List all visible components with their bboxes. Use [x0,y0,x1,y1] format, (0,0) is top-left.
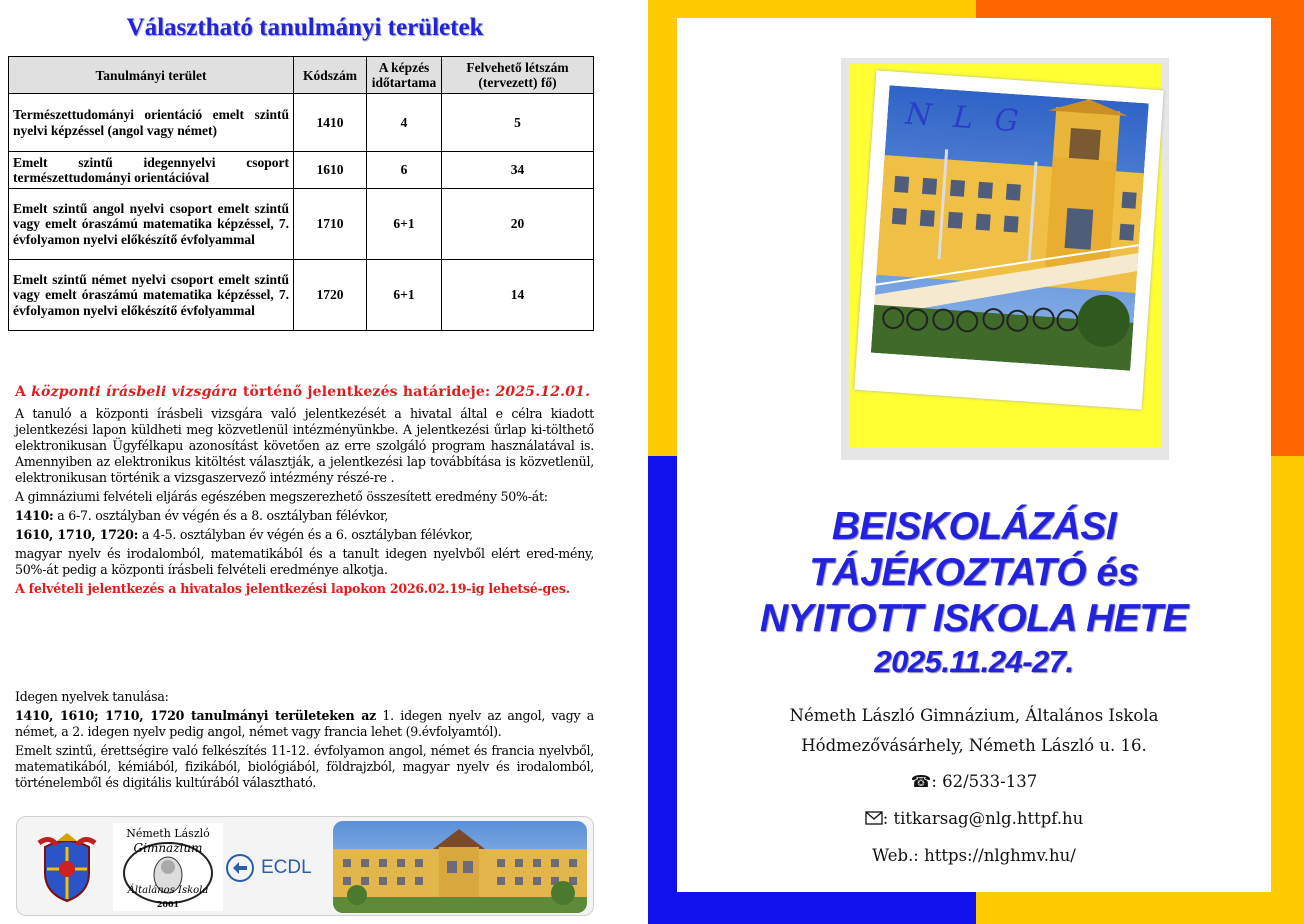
coat-of-arms-icon [37,833,97,903]
deadline-heading [15,384,594,400]
languages-paragraph [15,708,594,740]
deadline-text: történő jelentkezés határideje: [242,384,491,400]
results-1410-code: 1410: [15,508,54,523]
area-capacity: 20 [442,189,594,260]
phone-line [677,772,1271,791]
school-logo [113,823,223,911]
table-row [9,152,594,189]
area-capacity: 5 [442,94,594,152]
table-row [9,94,594,152]
area-capacity: 14 [442,260,594,331]
application-paragraph: A tanuló a központi írásbeli vizsgára való jelentkezését a hivatal által e célra kiadott jelentkezési lapon küldheti meg közvetlenül intézményünkbe. A jelentkezési űrlap ki-tölthető elektronikusan Ügyfélkapu azonosítást követően az erre szolgáló program használatával is. Amennyiben az elektronikus kitöltést választják, a jelentkezési lap továbbítása is közvetlenül, elektronikusan történik a vizsgaszervező intézmény részé-re . [15,406,594,485]
website-link[interactable]: Web.: https://nlghmv.hu/ [872,846,1076,865]
header-duration: A képzés időtartama [367,57,442,94]
logo-gymnasium: Gimnázium [133,841,203,855]
logo-banner [16,816,594,916]
table-row [9,260,594,331]
study-areas-table [8,56,594,331]
deadline-exam: központi írásbeli vizsgára [31,384,238,400]
languages-text: 1. idegen nyelv az angol, vagy a német, a 2. idegen nyelv pedig angol, német vagy francia lehet (9.évfolyamtól). [15,708,594,739]
area-duration: 6+1 [367,189,442,260]
header-area: Tanulmányi terület [9,57,294,94]
right-page [648,0,1304,924]
logo-year: 2001 [156,899,180,909]
application-info [15,384,594,600]
email-address[interactable]: : titkarsag@nlg.httpf.hu [882,809,1084,828]
languages-codes: 1410, 1610; 1710, 1720 tanulmányi területeken az [15,708,377,723]
application-deadline: A felvételi jelentkezés a hivatalos jelentkezési lapokon 2026.02.19-ig lehetsé-ges. [15,581,570,596]
school-photo-card [854,70,1164,409]
advanced-level-paragraph: Emelt szintű, érettségire való felkészítés 11-12. évfolyamon angol, német és francia nyelvből, matematikából, kémiából, fizikából, biológiából, földrajzból, magyar nyelv és irodalomból, történelemből és digitális kultúrából választható. [15,743,594,790]
event-date: 2025.11.24-27. [874,644,1074,679]
header-capacity: Felvehető létszám (tervezett) fő) [442,57,594,94]
school-photo [871,85,1149,370]
results-1610 [15,527,594,543]
area-name: Természettudományi orientáció emelt szintű nyelvi képzéssel (angol vagy német) [9,94,294,152]
phone-number: : 62/533-137 [931,772,1038,791]
results-paragraph: A gimnáziumi felvételi eljárás egészében megszerezhető összesített eredmény 50%-át: [15,489,548,504]
ecdl-icon [225,853,255,883]
area-code: 1410 [294,94,367,152]
mail-icon [865,811,883,825]
logo-name: Németh László [126,827,210,840]
area-name: Emelt szintű idegennyelvi csoport természettudományi orientációval [9,152,294,189]
results-1410 [15,508,594,524]
email-line [677,809,1271,828]
page-title: Választható tanulmányi területek [126,14,484,41]
results-1410-text: a 6-7. osztályban év végén és a 8. osztályban félévkor, [53,508,389,523]
school-building-icon [333,821,587,913]
area-code: 1610 [294,152,367,189]
languages-info [15,689,594,794]
table-row [9,189,594,260]
area-duration: 6 [367,152,442,189]
area-capacity: 34 [442,152,594,189]
area-name: Emelt szintű német nyelvi csoport emelt szintű vagy emelt óraszámú matematika képzéssel, 7. évfolyamon nyelvi előkészítő évfolyammal [9,260,294,331]
title-line-2: TÁJÉKOZTATÓ és [809,551,1139,594]
left-page [0,0,648,924]
ecdl-text: ECDL [261,857,312,878]
area-duration: 6+1 [367,260,442,331]
phone-icon: ☎ [910,772,932,791]
header-code: Kódszám [294,57,367,94]
area-code: 1710 [294,189,367,260]
table-header-row [9,57,594,94]
main-title [677,504,1271,682]
deadline-prefix: A [15,384,27,400]
school-address: Hódmezővásárhely, Németh László u. 16. [801,736,1147,755]
logo-school: Általános Iskola [127,885,209,896]
results-subjects: magyar nyelv és irodalomból, matematikából és a tanult idegen nyelvből elért ered-mény, 50%-át pedig a központi írásbeli felvételi eredménye alkotja. [15,546,594,577]
school-building-photo [333,821,587,913]
area-code: 1720 [294,260,367,331]
area-name: Emelt szintű angol nyelvi csoport emelt szintű vagy emelt óraszámú matematika képzéssel, 7. évfolyamon nyelvi előkészítő évfolyammal [9,189,294,260]
title-line-1: BEISKOLÁZÁSI [831,505,1117,548]
title-line-3: NYITOTT ISKOLA HETE [759,597,1189,640]
results-1610-codes: 1610, 1710, 1720: [15,527,139,542]
languages-title: Idegen nyelvek tanulása: [15,689,169,704]
school-name: Németh László Gimnázium, Általános Iskola [789,706,1159,725]
cover-panel [677,18,1271,892]
area-duration: 4 [367,94,442,152]
deadline-date: 2025.12.01. [495,384,591,400]
results-1610-text: a 4-5. osztályban év végén és a 6. osztályban félévkor, [138,527,473,542]
photo-nlg-caption: N L G [904,96,1026,140]
